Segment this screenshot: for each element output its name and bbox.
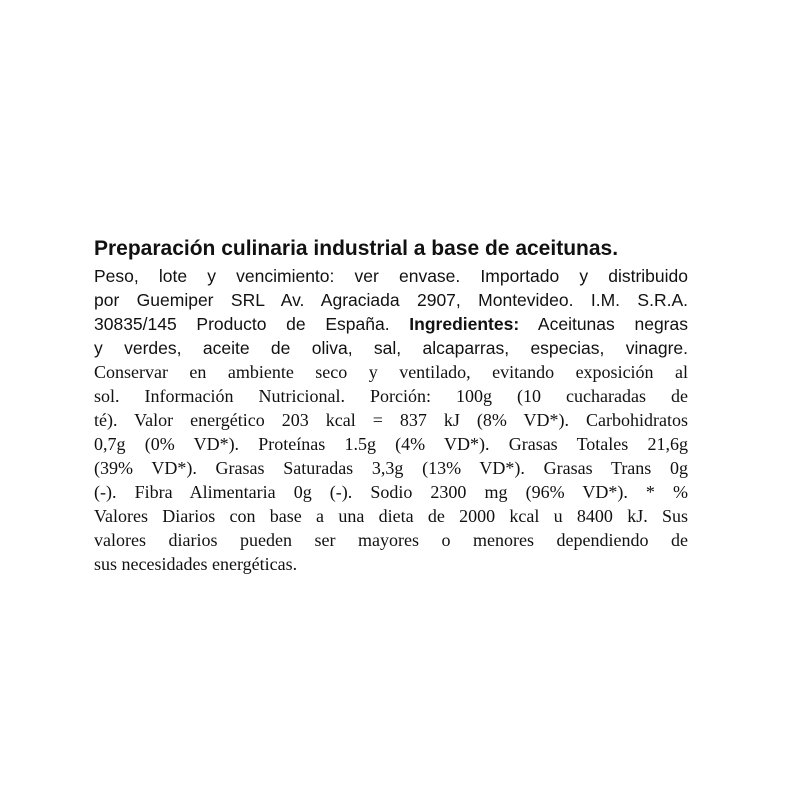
- text-line-6: sol. Información Nutricional. Porción: 100g (10 cucharadas de: [94, 386, 688, 406]
- text-line-2: por Guemiper SRL Av. Agraciada 2907, Montevideo. I.M. S.R.A.: [94, 290, 688, 310]
- text-line-3: [94, 312, 688, 336]
- text-line-10: (-). Fibra Alimentaria 0g (-). Sodio 2300 mg (96% VD*). * %: [94, 482, 688, 502]
- text-line-1: Peso, lote y vencimiento: ver envase. Importado y distribuido: [94, 266, 688, 286]
- text-line-9: (39% VD*). Grasas Saturadas 3,3g (13% VD*). Grasas Trans 0g: [94, 458, 688, 478]
- text-line-5: Conservar en ambiente seco y ventilado, evitando exposición al: [94, 362, 688, 382]
- origin-text: 30835/145 Producto de España.: [94, 314, 390, 334]
- product-label-text: [94, 234, 688, 576]
- text-line-4: y verdes, aceite de oliva, sal, alcaparras, especias, vinagre.: [94, 338, 688, 358]
- text-line-12: valores diarios pueden ser mayores o menores dependiendo de: [94, 530, 688, 550]
- text-line-7: té). Valor energético 203 kcal = 837 kJ (8% VD*). Carbohidratos: [94, 410, 688, 430]
- ingredients-heading: Ingredientes:: [409, 314, 520, 334]
- product-title: Preparación culinaria industrial a base de aceitunas.: [94, 237, 619, 260]
- text-line-11: Valores Diarios con base a una dieta de 2000 kcal u 8400 kJ. Sus: [94, 506, 688, 526]
- text-line-13: sus necesidades energéticas.: [94, 554, 298, 574]
- text-line-8: 0,7g (0% VD*). Proteínas 1.5g (4% VD*). Grasas Totales 21,6g: [94, 434, 688, 454]
- ingredients-start: Aceitunas negras: [537, 314, 688, 334]
